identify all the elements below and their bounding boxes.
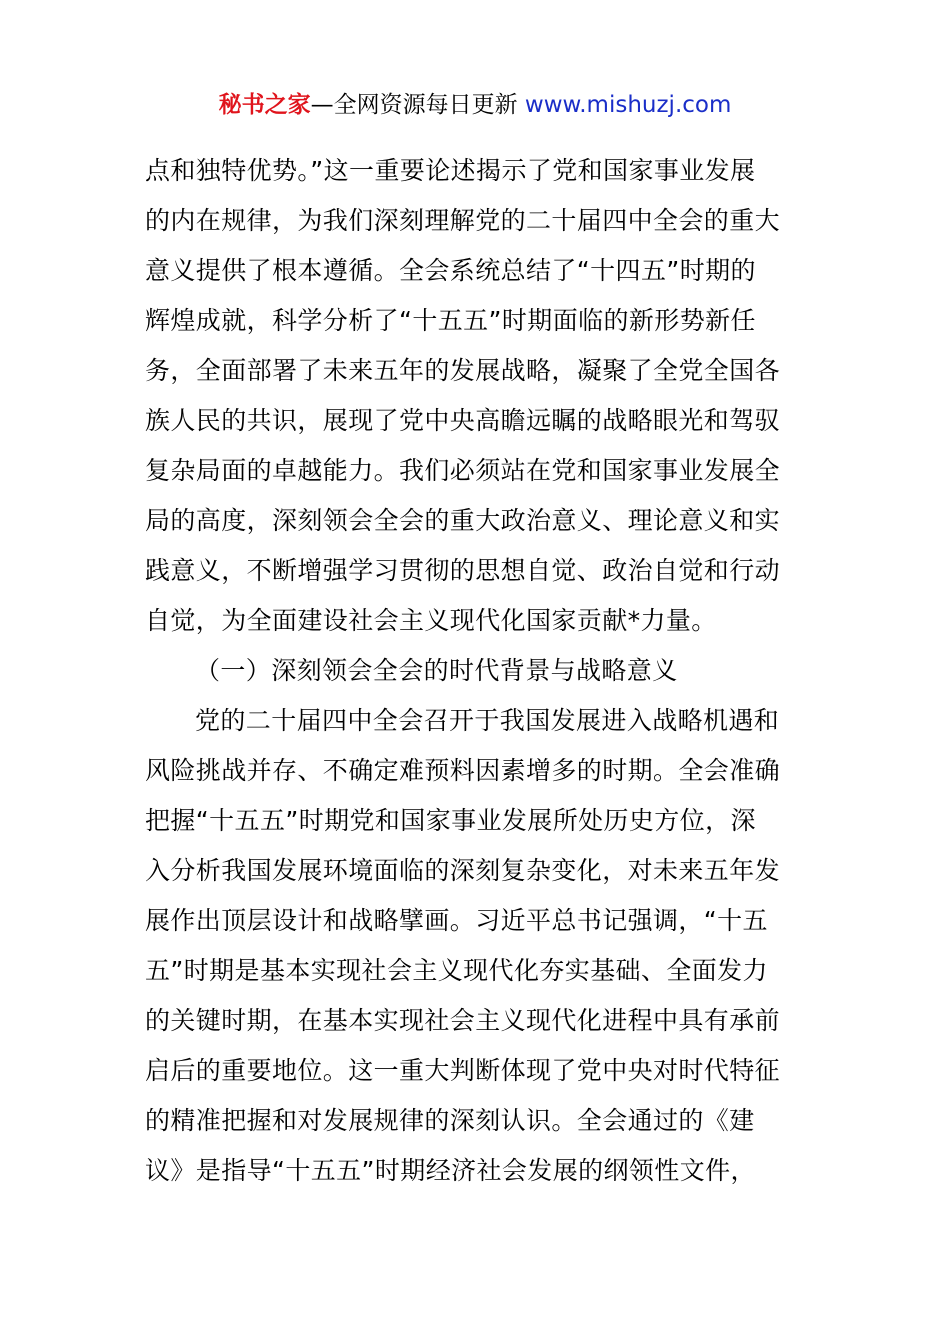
document-body [145,146,815,1196]
text-line: 自觉，为全面建设社会主义现代化国家贡献*力量。 [145,606,717,635]
text-line: 的精准把握和对发展规律的深刻认识。全会通过的《建 [145,1106,755,1135]
text-line: 议》是指导“十五五”时期经济社会发展的纲领性文件， [145,1156,756,1185]
paragraph-first-line: 党的二十届四中全会召开于我国发展进入战略机遇和 [195,706,780,735]
text-line: 的关键时期，在基本实现社会主义现代化进程中具有承前 [145,1006,781,1035]
text-line: 践意义，不断增强学习贯彻的思想自觉、政治自觉和行动 [145,556,781,585]
text-line: 辉煌成就，科学分析了“十五五”时期面临的新形势新任 [145,306,756,335]
text-line: 五”时期是基本实现社会主义现代化夯实基础、全面发力 [145,956,768,985]
text-line: 的内在规律，为我们深刻理解党的二十届四中全会的重大 [145,206,781,235]
text-line: 展作出顶层设计和战略擘画。习近平总书记强调，“十五 [145,906,768,935]
text-line: 族人民的共识，展现了党中央高瞻远瞩的战略眼光和驾驭 [145,406,781,435]
text-line: 入分析我国发展环境面临的深刻复杂变化，对未来五年发 [145,856,781,885]
text-line: 局的高度，深刻领会全会的重大政治意义、理论意义和实 [145,506,781,535]
text-line: 意义提供了根本遵循。全会系统总结了“十四五”时期的 [145,256,756,285]
section-heading: （一）深刻领会全会的时代背景与战略意义 [195,656,678,685]
site-brand: 秘书之家 [218,92,311,118]
site-url-link[interactable]: www.mishuzj.com [524,92,732,118]
site-header [0,90,950,120]
text-line: 点和独特优势。”这一重要论述揭示了党和国家事业发展 [145,156,756,185]
text-line: 风险挑战并存、不确定难预料因素增多的时期。全会准确 [145,756,781,785]
site-tagline: —全网资源每日更新 [310,92,525,118]
text-line: 务，全面部署了未来五年的发展战略，凝聚了全党全国各 [145,356,781,385]
text-line: 复杂局面的卓越能力。我们必须站在党和国家事业发展全 [145,456,781,485]
text-line: 把握“十五五”时期党和国家事业发展所处历史方位，深 [145,806,756,835]
text-line: 启后的重要地位。这一重大判断体现了党中央对时代特征 [145,1056,781,1085]
